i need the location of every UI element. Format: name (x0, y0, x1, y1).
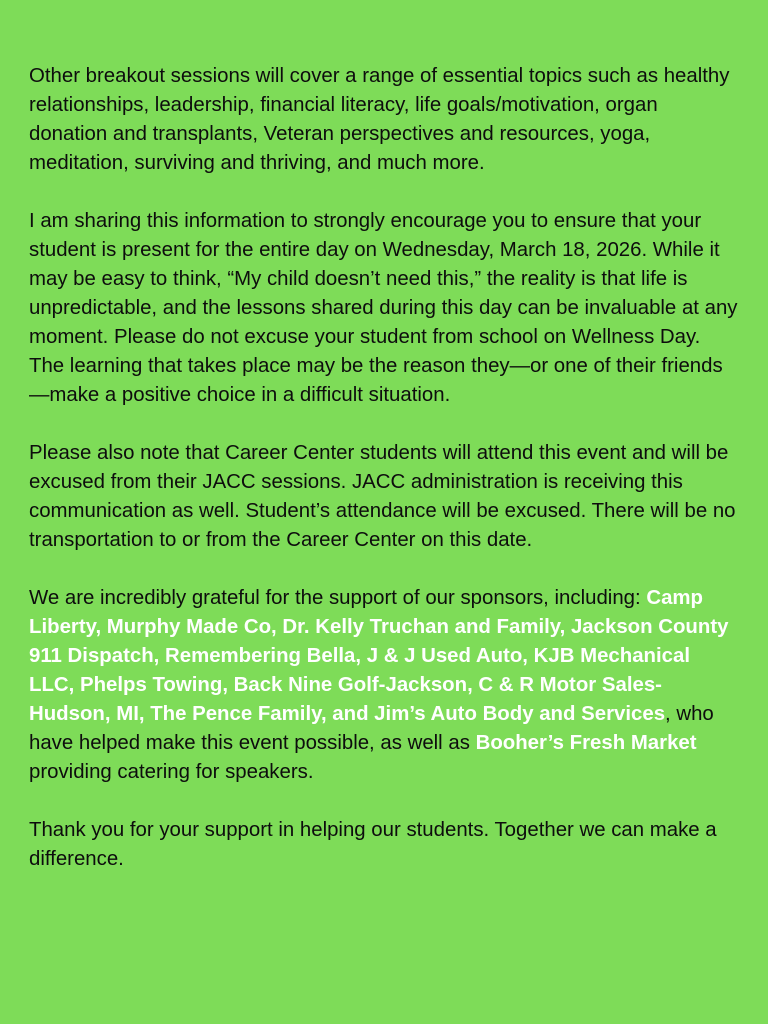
sponsors-outro: providing catering for speakers. (29, 761, 314, 783)
paragraph-attendance-encouragement: I am sharing this information to strongly encourage you to ensure that your student is present for the entire day on Wednesday, March 18, 2026. While it may be easy to think, “My child doesn’t need this,” the reality is that life is unpredictable, and the lessons shared during this day can be invaluable at any moment. Please do not excuse your student from school on Wellness Day. The learning that takes place may be the reason they—or one of their friends—make a positive choice in a difficult situation. (29, 210, 738, 406)
paragraph-thank-you: Thank you for your support in helping our students. Together we can make a difference. (29, 819, 717, 870)
paragraph-career-center-note: Please also note that Career Center students will attend this event and will be excused from their JACC sessions. JACC administration is receiving this communication as well. Student’s attendance will be excused. There will be no transportation to or from the Career Center on this date. (29, 442, 736, 551)
sponsors-intro: We are incredibly grateful for the support of our sponsors, including: (29, 587, 647, 609)
caterer-name: Booher’s Fresh Market (475, 732, 697, 754)
paragraph-breakout-sessions: Other breakout sessions will cover a range of essential topics such as healthy relationships, leadership, financial literacy, life goals/motivation, organ donation and transplants, Veteran perspectives and resources, yoga, meditation, surviving and thriving, and much more. (29, 65, 730, 174)
sponsor-list: Camp Liberty, Murphy Made Co, Dr. Kelly Truchan and Family, Jackson County 911 Dispatch, Remembering Bella, J & J Used Auto, KJB Mechanical LLC, Phelps Towing, Back Nine Golf-Jackson, C & R Motor Sales-Hudson, MI, The Pence Family, and Jim’s Auto Body and Services (29, 587, 729, 725)
sponsors-middle: , who have helped make this event possible, as well as (29, 703, 714, 754)
paragraph-sponsors (29, 584, 738, 787)
